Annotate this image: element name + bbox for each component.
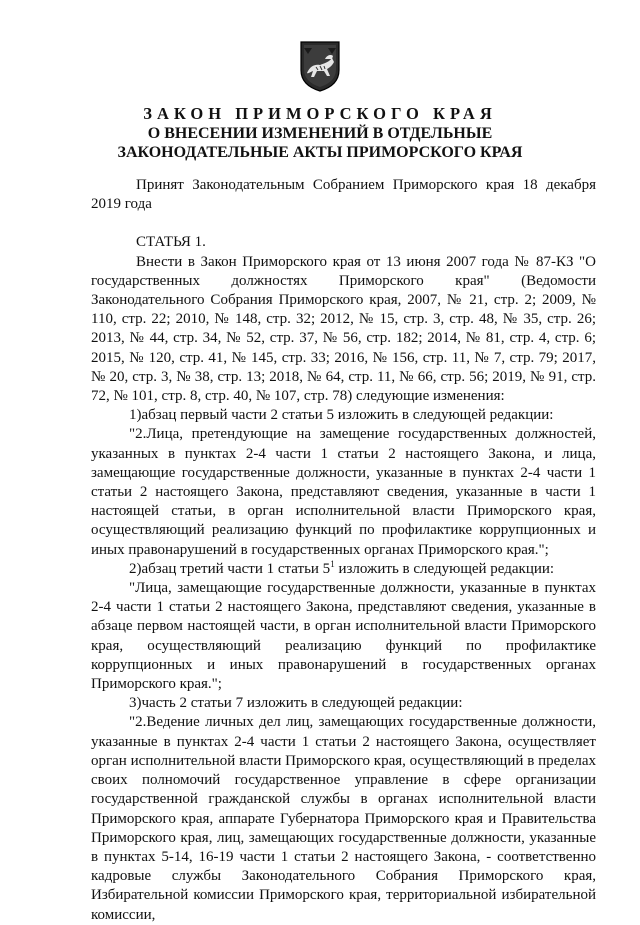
- article-heading: СТАТЬЯ 1.: [136, 234, 206, 251]
- amendment-item-2-lead: 2)абзац третий части 1 статьи 5: [129, 560, 331, 577]
- amendment-item-3: 3)часть 2 статьи 7 изложить в следующей редакции:: [129, 695, 463, 712]
- amendment-item-2-tail: изложить в следующей редакции:: [334, 560, 555, 577]
- law-subtitle-line2: ЗАКОНОДАТЕЛЬНЫЕ АКТЫ ПРИМОРСКОГО КРАЯ: [117, 144, 523, 161]
- coat-of-arms-icon: [298, 40, 342, 92]
- law-body: [91, 176, 596, 925]
- adoption-note: Принят Законодательным Собранием Приморского края 18 декабря 2019 года: [91, 177, 596, 213]
- amendment-item-1: 1)абзац первый части 2 статьи 5 изложить в следующей редакции:: [129, 407, 554, 424]
- law-subtitle-line1: О ВНЕСЕНИИ ИЗМЕНЕНИЙ В ОТДЕЛЬНЫЕ: [147, 125, 493, 142]
- amendment-item-2-text: "Лица, замещающие государственные должности, указанные в пунктах 2-4 части 1 статьи 2 настоящего Закона, представляют сведения, указанные в абзаце первом настоящей части, в орган исполнительной власти Приморского края, осуществляющий реализацию функций по профилактике коррупционных и иных правонарушений в государственных органах Приморского края.";: [91, 580, 596, 693]
- amendment-item-2: [91, 560, 596, 579]
- article-superscript: 1: [330, 558, 335, 569]
- article-intro: Внести в Закон Приморского края от 13 июня 2007 года № 87-КЗ "О государственных должностях Приморского края" (Ведомости Законодательного Собрания Приморского края, 2007, № 21, стр. 2; 2009, № 110, стр. 22; 2010, № 148, стр. 32; 2012, № 15, стр. 3, стр. 48, № 35, стр. 26; 2013, № 44, стр. 34, № 52, стр. 37, № 56, стр. 182; 2014, № 81, стр. 4, стр. 6; 2015, № 120, стр. 41, № 145, стр. 33; 2016, № 156, стр. 11, № 7, стр. 79; 2017, № 20, стр. 3, № 38, стр. 13; 2018, № 64, стр. 11, № 66, стр. 56; 2019, № 91, стр. 72, № 101, стр. 8, стр. 40, № 107, стр. 78) следующие изменения:: [91, 253, 596, 405]
- amendment-item-1-text: "2.Лица, претендующие на замещение государственных должностей, указанных в пунктах 2-4 части 1 статьи 2 настоящего Закона, и лица, замещающие государственные должности, указанные в пунктах 2-4 части 1 статьи 2 настоящего Закона, представляют сведения, указанные в части 1 настоящей статьи, в орган исполнительной власти Приморского края, осуществляющий реализацию функций по профилактике коррупционных и иных правонарушений в государственных органах Приморского края.";: [91, 426, 596, 558]
- amendment-item-3-text: "2.Ведение личных дел лиц, замещающих государственные должности, указанные в пунктах 2-4 части 1 статьи 2 настоящего Закона, осуществляет орган исполнительной власти Приморского края, осуществляющий в пределах своих полномочий государственное управление в сфере организации государственной гражданской службы в органах исполнительной власти Приморского края, аппарате Губернатора Приморского края и Правительства Приморского края, лиц, замещающих государственные должности, указанные в пунктах 5-14, 16-19 части 1 статьи 2 настоящего Закона, - соответственно кадровые службы Законодательного Собрания Приморского края, Избирательной комиссии Приморского края, территориальной избирательной комиссии,: [91, 714, 596, 923]
- law-title: ЗАКОН ПРИМОРСКОГО КРАЯ: [143, 104, 497, 123]
